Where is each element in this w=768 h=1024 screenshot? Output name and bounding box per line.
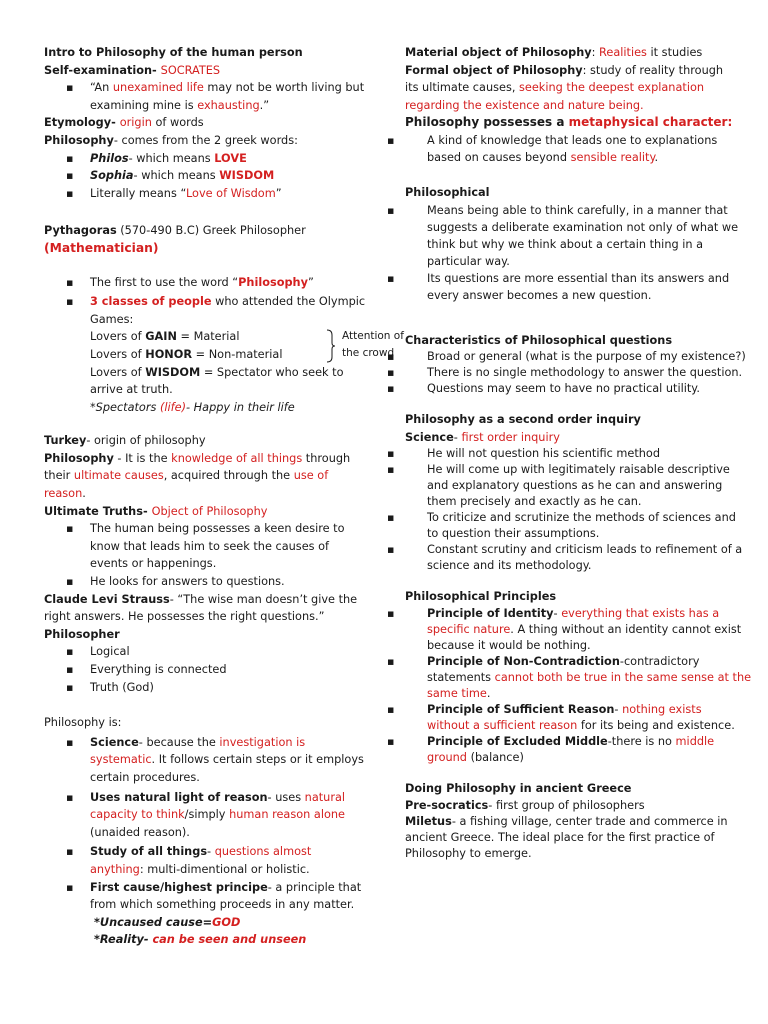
second-order-title: Philosophy as a second order inquiry bbox=[405, 413, 641, 427]
turkey-line: Turkey- origin of philosophy bbox=[44, 434, 206, 448]
classes-item: ▪ 3 classes of people who attended the Olympic Games: Lovers of GAIN = Material Lovers of HONOR = Non-material Attention of the crowd Lovers of WISDOM = Spectator who seek to arrive at truth. *Spectators (life)- Happy in their life bbox=[44, 293, 374, 416]
philosophy-knowledge: Philosophy - It is the knowledge of all things through their ultimate causes, acquired through the use of reason. bbox=[44, 451, 351, 501]
attention-note: Attention of the crowd bbox=[342, 330, 404, 360]
first-word-item: ▪ The first to use the word “Philosophy” bbox=[44, 274, 374, 292]
sophia-item: ▪ Sophia- which means WISDOM bbox=[44, 167, 374, 185]
philosophical-item-2: ▪ Its questions are more essential than its answers and every answer becomes a new question. bbox=[405, 270, 725, 304]
miletus-block: Miletus- a fishing village, center trade and commerce in ancient Greece. The ideal place for the first practice of Philosophy to emerge. bbox=[405, 814, 728, 860]
claude-levi-strauss: Claude Levi Strauss- “The wise man doesn’t give the right answers. He possesses the right questions.” bbox=[44, 592, 358, 624]
list-item: ▪ He will not question his scientific method bbox=[405, 446, 725, 462]
philos-item: ▪ Philos- which means LOVE bbox=[44, 150, 374, 168]
reality-line: *Reality- can be seen and unseen bbox=[94, 933, 307, 947]
principle-sufficient-reason: ▪ Principle of Sufficient Reason- nothing exists without a sufficient reason for its being and existence. bbox=[405, 702, 725, 734]
list-item: ▪ Truth (God) bbox=[44, 679, 374, 697]
pre-socratics-line: Pre-socratics- first group of philosophers bbox=[405, 798, 645, 812]
answers-item: ▪ He looks for answers to questions. bbox=[44, 573, 374, 591]
curly-brace-icon bbox=[326, 329, 336, 363]
list-item: ▪ Everything is connected bbox=[44, 661, 374, 679]
list-item: ▪ To criticize and scrutinize the methods of sciences and to question their assumptions. bbox=[405, 510, 725, 542]
pythagoras-line: Pythagoras (570-490 B.C) Greek Philosopher bbox=[44, 224, 306, 238]
socrates-quote: ▪ “An unexamined life may not be worth living but examining mine is exhausting.” bbox=[44, 79, 374, 114]
uncaused-cause: *Uncaused cause=GOD bbox=[94, 915, 241, 929]
intro-title: Intro to Philosophy of the human person bbox=[44, 46, 303, 59]
pythagoras-role: (Mathematician) bbox=[44, 240, 159, 255]
metaphysical-title: Philosophy possesses a metaphysical character: bbox=[405, 115, 733, 130]
keen-desire-item: ▪ The human being possesses a keen desire to know that leads him to seek the causes of events or happenings. bbox=[44, 520, 374, 573]
etymology-line: Etymology- origin of words bbox=[44, 116, 204, 130]
characteristics-title: Characteristics of Philosophical questions bbox=[405, 333, 673, 347]
philosophy-is-title: Philosophy is: bbox=[44, 716, 122, 730]
lovers-group: Lovers of GAIN = Material Lovers of HONOR = Non-material Attention of the crowd bbox=[90, 328, 374, 363]
philosophical-item-1: ▪ Means being able to think carefully, in a manner that suggests a deliberate examination not only of what we think but why we think about a certain thing in a particular way. bbox=[405, 202, 725, 270]
list-item: ▪ Logical bbox=[44, 643, 374, 661]
science-item: ▪ Science- because the investigation is systematic. It follows certain steps or it employs certain procedures. bbox=[44, 734, 374, 787]
list-item: ▪ Broad or general (what is the purpose of my existence?) bbox=[405, 349, 725, 365]
principle-identity: ▪ Principle of Identity- everything that exists has a specific nature. A thing without an identity cannot exist because it would be nothing. bbox=[405, 606, 725, 654]
principle-excluded-middle: ▪ Principle of Excluded Middle-there is no middle ground (balance) bbox=[405, 734, 725, 766]
principles-title: Philosophical Principles bbox=[405, 590, 557, 604]
formal-object: Formal object of Philosophy: study of reality through its ultimate causes, seeking the deepest explanation regarding the existence and nature being. bbox=[405, 63, 724, 112]
study-all-item: ▪ Study of all things- questions almost anything: multi-dimentional or holistic. bbox=[44, 843, 374, 878]
left-column bbox=[44, 44, 404, 949]
right-column bbox=[405, 44, 752, 862]
natural-light-item: ▪ Uses natural light of reason- uses natural capacity to think/simply human reason alone (unaided reason). bbox=[44, 789, 374, 842]
philosophical-title: Philosophical bbox=[405, 185, 490, 199]
first-cause-item: ▪ First cause/highest principe- a principle that from which something proceeds in any matter. bbox=[44, 879, 374, 914]
self-examination-line: Self-examination- SOCRATES bbox=[44, 63, 221, 77]
list-item: ▪ There is no single methodology to answer the question. bbox=[405, 365, 725, 381]
ultimate-truths-line: Ultimate Truths- Object of Philosophy bbox=[44, 504, 268, 518]
literally-item: ▪ Literally means “Love of Wisdom” bbox=[44, 185, 374, 203]
list-item: ▪ Constant scrutiny and criticism leads to refinement of a science and its methodology. bbox=[405, 542, 725, 574]
philosopher-title: Philosopher bbox=[44, 627, 120, 641]
philosophy-definition: Philosophy- comes from the 2 greek words: bbox=[44, 133, 298, 147]
science-line: Science- first order inquiry bbox=[405, 430, 560, 444]
list-item: ▪ He will come up with legitimately raisable descriptive and explanatory questions as he can and answering them precisely and exactly as he can. bbox=[405, 462, 725, 510]
material-object: Material object of Philosophy: Realities it studies bbox=[405, 46, 703, 59]
list-item: ▪ Questions may seem to have no practical utility. bbox=[405, 381, 725, 397]
metaphysical-item: ▪ A kind of knowledge that leads one to explanations based on causes beyond sensible reality. bbox=[405, 132, 725, 166]
principle-non-contradiction: ▪ Principle of Non-Contradiction-contradictory statements cannot both be true in the same sense at the same time. bbox=[405, 654, 725, 702]
spectators-line: *Spectators (life)- Happy in their life bbox=[90, 400, 295, 414]
ancient-greece-title: Doing Philosophy in ancient Greece bbox=[405, 781, 632, 795]
